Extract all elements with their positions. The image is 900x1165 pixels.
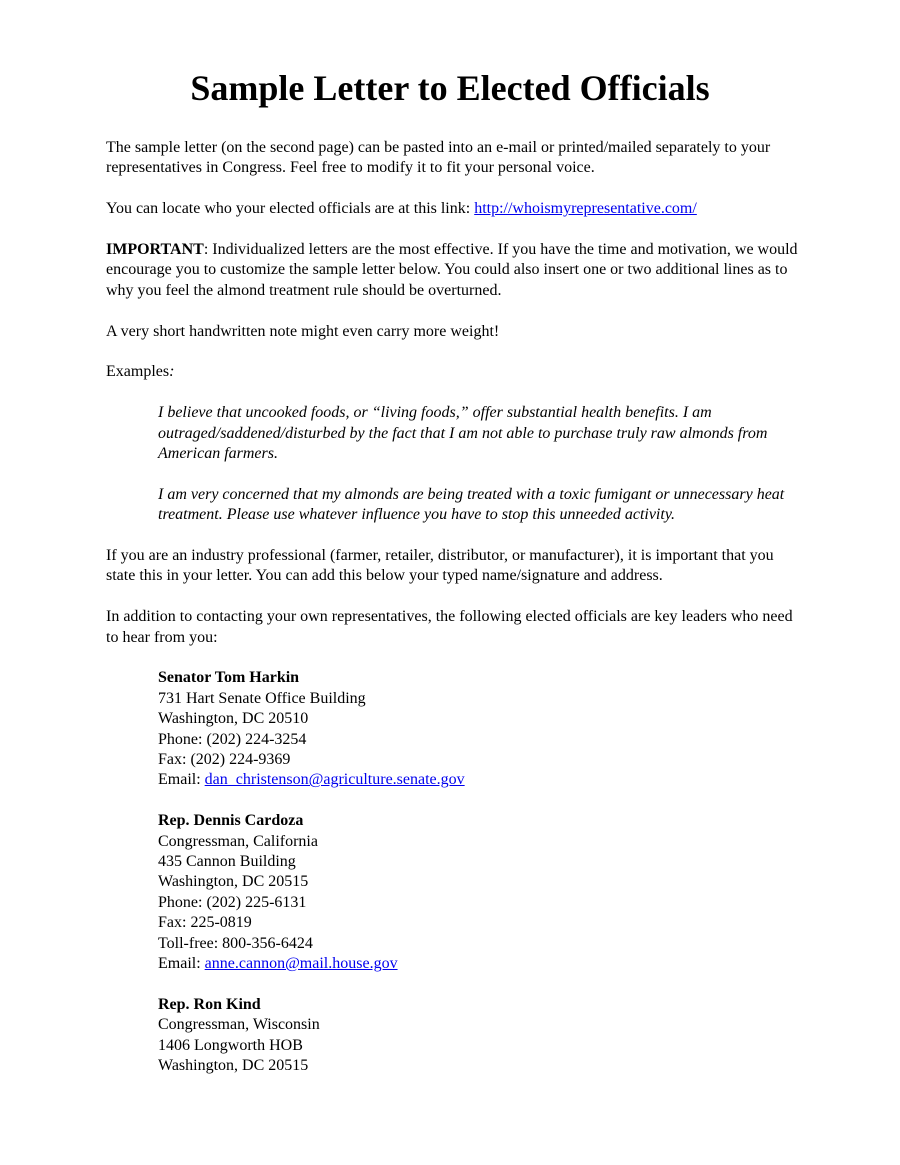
contact-address-line: Washington, DC 20515 (158, 1057, 309, 1075)
examples-label: Examples (106, 363, 170, 381)
contact-cardoza (158, 811, 806, 974)
contact-address-line: 1406 Longworth HOB (158, 1036, 303, 1054)
contact-fax: Fax: 225-0819 (158, 914, 252, 932)
contact-phone: Phone: (202) 224-3254 (158, 730, 307, 748)
email-label: Email: (158, 771, 205, 789)
important-label: IMPORTANT (106, 241, 204, 258)
contact-title: Congressman, Wisconsin (158, 1016, 320, 1034)
examples-heading (106, 362, 806, 382)
examples-colon: : (169, 363, 175, 381)
contact-email-line (158, 954, 806, 974)
contact-address-line: 435 Cannon Building (158, 853, 296, 871)
contact-fax: Fax: (202) 224-9369 (158, 751, 291, 769)
handwritten-paragraph: A very short handwritten note might even carry more weight! (106, 322, 500, 340)
contact-tollfree: Toll-free: 800-356-6424 (158, 934, 313, 952)
contact-address-line: 731 Hart Senate Office Building (158, 689, 366, 707)
page-title: Sample Letter to Elected Officials (190, 68, 710, 108)
intro-paragraph: The sample letter (on the second page) can be pasted into an e-mail or printed/mailed separately to your representatives in Congress. Feel free to modify it to fit your personal voice. (106, 139, 771, 177)
contact-address-line: Washington, DC 20510 (158, 710, 309, 728)
contact-kind (158, 995, 806, 1077)
contact-name: Rep. Dennis Cardoza (158, 812, 304, 830)
email-link-cardoza[interactable]: anne.cannon@mail.house.gov (204, 955, 398, 973)
important-text: : Individualized letters are the most effective. If you have the time and motivation, we would encourage you to customize the sample letter below. You could also insert one or two additional lines as to why you feel the almond treatment rule should be overturned. (106, 241, 798, 299)
important-paragraph (106, 240, 806, 301)
email-link-harkin[interactable]: dan_christenson@agriculture.senate.gov (204, 771, 465, 789)
document-body (106, 138, 806, 1097)
contact-name: Rep. Ron Kind (158, 995, 261, 1013)
contact-email-line (158, 770, 806, 790)
example-item-2: I am very concerned that my almonds are being treated with a toxic fumigant or unnecessary heat treatment. Please use whatever influence you have to stop this unneeded activity. (158, 485, 785, 524)
officials-intro-paragraph: In addition to contacting your own representatives, the following elected officials are key leaders who need to hear from you: (106, 608, 793, 646)
contact-harkin (158, 668, 806, 790)
locate-paragraph (106, 199, 806, 219)
contact-phone: Phone: (202) 225-6131 (158, 893, 307, 911)
representative-link[interactable]: http://whoismyrepresentative.com/ (474, 200, 697, 218)
industry-paragraph: If you are an industry professional (farmer, retailer, distributor, or manufacturer), it is important that you state this in your letter. You can add this below your typed name/signature and address. (106, 547, 774, 585)
contact-name: Senator Tom Harkin (158, 669, 300, 687)
contact-address-line: Washington, DC 20515 (158, 873, 309, 891)
email-label: Email: (158, 955, 205, 973)
locate-text: You can locate who your elected officials are at this link: (106, 200, 475, 218)
contact-title: Congressman, California (158, 832, 318, 850)
example-item-1: I believe that uncooked foods, or “living foods,” offer substantial health benefits. I am outraged/saddened/disturbed by the fact that I am not able to purchase truly raw almonds from American farmers. (158, 404, 768, 463)
